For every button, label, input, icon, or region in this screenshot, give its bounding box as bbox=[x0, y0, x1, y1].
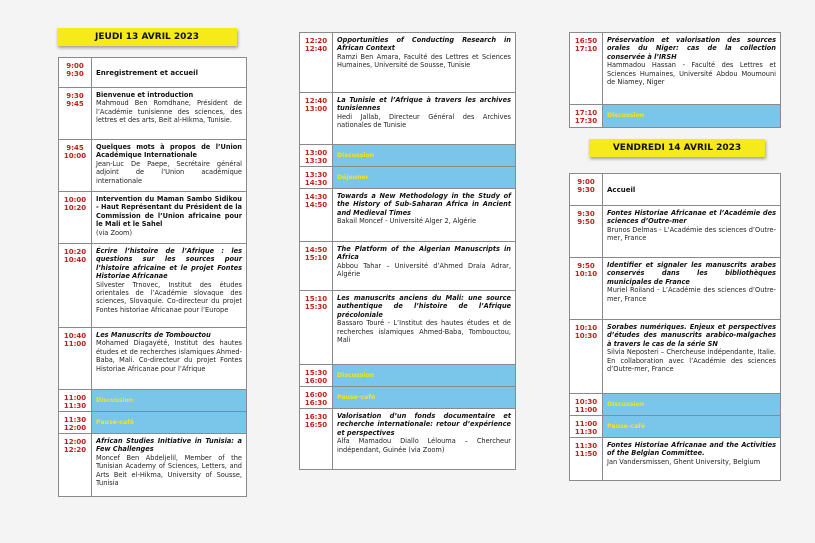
session-time: 10:00 10:20 bbox=[59, 192, 92, 243]
session-time: 9:45 10:00 bbox=[59, 140, 92, 191]
session-time: 13:30 14:30 bbox=[300, 167, 333, 188]
session-speaker: (via Zoom) bbox=[96, 228, 133, 237]
session-title: Discussion bbox=[337, 371, 375, 379]
table-row-break bbox=[59, 412, 246, 434]
schedule-table-2 bbox=[299, 32, 516, 470]
table-row-break bbox=[570, 105, 780, 127]
table-row-break bbox=[570, 394, 780, 416]
session-title: Pause-café bbox=[337, 393, 376, 401]
session-title: Discussion bbox=[96, 396, 134, 404]
session-title: Towards a New Methodology in the Study of the History of Sub-Saharan Africa in Ancient and Medieval Times bbox=[337, 192, 511, 217]
schedule-table-3b bbox=[569, 173, 781, 481]
table-row bbox=[300, 409, 515, 469]
schedule-table-3a bbox=[569, 32, 781, 128]
session-speaker: Bakail Moncef - Université Alger 2, Algérie bbox=[337, 217, 477, 226]
table-row bbox=[59, 244, 246, 328]
session-speaker: Bassaro Touré - L’Institut des hautes études et de recherches islamiques Ahmed-Baba, Tombouctou, Mali bbox=[337, 319, 511, 345]
session-time: 15:10 15:30 bbox=[300, 291, 333, 364]
session-title: Pause-café bbox=[607, 422, 646, 430]
session-title: The Platform of the Algerian Manuscripts in Africa bbox=[337, 245, 511, 262]
session-title: Intervention du Maman Sambo Sidikou - Haut Représentant du Président de la Commission de l’Union africaine pour le Mali et le Sahel bbox=[96, 195, 242, 229]
session-speaker: Jan Vandersmissen, Ghent University, Belgium bbox=[607, 457, 761, 466]
session-time: 11:30 12:00 bbox=[59, 412, 92, 433]
table-row bbox=[59, 328, 246, 390]
session-title: Fontes Historiae Africanae et l’Académie des sciences d’Outre-mer bbox=[607, 209, 776, 226]
table-row-break bbox=[300, 167, 515, 189]
table-row bbox=[570, 206, 780, 258]
session-time: 9:00 9:30 bbox=[59, 58, 92, 87]
session-speaker: Moncef Ben Abdeljelil, Member of the Tunisian Academy of Sciences, Letters, and Arts Beit el-Hikma, University of Sousse, Tunisia bbox=[96, 453, 242, 488]
table-row bbox=[300, 93, 515, 145]
session-time: 13:00 13:30 bbox=[300, 145, 333, 166]
session-time: 10:20 10:40 bbox=[59, 244, 92, 327]
session-time: 10:30 11:00 bbox=[570, 394, 603, 415]
table-row bbox=[59, 192, 246, 244]
session-title: Quelques mots à propos de l’Union Académique Internationale bbox=[96, 143, 242, 160]
table-row bbox=[59, 58, 246, 88]
session-time: 14:50 15:10 bbox=[300, 242, 333, 290]
session-time: 9:30 9:45 bbox=[59, 88, 92, 139]
day-header-thursday: JEUDI 13 AVRIL 2023 bbox=[57, 28, 237, 46]
table-row bbox=[300, 33, 515, 93]
session-time: 16:00 16:30 bbox=[300, 387, 333, 408]
table-row-break bbox=[59, 390, 246, 412]
session-time: 9:00 9:30 bbox=[570, 174, 603, 205]
table-row bbox=[59, 88, 246, 140]
session-speaker: Mahmoud Ben Romdhane, Président de l’Académie tunisienne des sciences, des lettres et des arts, Beit al-Hikma, Tunisie. bbox=[96, 99, 242, 125]
table-row bbox=[570, 33, 780, 105]
table-row bbox=[570, 320, 780, 394]
session-title: Écrire l’histoire de l’Afrique : les questions sur les sources pour l’histoire africaine et le projet Fontes Historiae Africanae bbox=[96, 247, 242, 281]
session-title: Discussion bbox=[337, 151, 375, 159]
table-row bbox=[570, 174, 780, 206]
session-speaker: Muriel Roiland - L’Académie des sciences d’Outre-mer, France bbox=[607, 286, 776, 303]
session-title: Discussion bbox=[607, 112, 645, 120]
schedule-table-1 bbox=[58, 57, 247, 497]
session-speaker: Silvester Trnovec, Institut des études orientales de l’Académie slovaque des sciences, Slovaquie. Co-directeur du projet Fontes historiae Africanae pour l’Europe bbox=[96, 280, 242, 314]
table-row-break bbox=[300, 365, 515, 387]
session-time: 11:00 11:30 bbox=[59, 390, 92, 411]
session-speaker: Brunos Delmas - L’Académie des sciences d’Outre-mer, France bbox=[607, 225, 776, 243]
session-title: Valorisation d’un fonds documentaire et recherche internationale: retour d’expérience et perspectives bbox=[337, 412, 511, 437]
session-speaker: Hammadou Hassan - Faculté des Lettres et Sciences Humaines, Université Abdou Moumouni de Niamey, Niger bbox=[607, 61, 776, 87]
session-title: Discussion bbox=[607, 400, 645, 408]
session-time: 9:50 10:10 bbox=[570, 258, 603, 319]
table-row-break bbox=[570, 416, 780, 438]
session-time: 9:30 9:50 bbox=[570, 206, 603, 257]
session-title: African Studies Initiative in Tunisia: a Few Challenges bbox=[96, 437, 242, 454]
session-title: Les Manuscrits de Tombouctou bbox=[96, 331, 211, 339]
session-speaker: Jean-Luc De Paepe, Secrétaire général adjoint de l’Union académique internationale bbox=[96, 159, 242, 185]
day-header-friday: VENDREDI 14 AVRIL 2023 bbox=[589, 139, 765, 157]
session-title: La Tunisie et l’Afrique à travers les archives tunisiennes bbox=[337, 96, 511, 113]
session-title: Fontes Historiae Africanae and the Activities of the Belgian Committee. bbox=[607, 441, 776, 458]
table-row-break bbox=[300, 387, 515, 409]
session-speaker: Silvia Neposteri – Chercheuse indépendante, Italie. En collaboration avec l’Académie des sciences d’Outre-mer, France bbox=[607, 348, 776, 374]
table-row-break bbox=[300, 145, 515, 167]
session-time: 16:30 16:50 bbox=[300, 409, 333, 469]
session-speaker: Abbou Tahar – Université d’Ahmed Draia Adrar, Algérie bbox=[337, 261, 511, 279]
session-time: 12:40 13:00 bbox=[300, 93, 333, 144]
session-time: 17:10 17:30 bbox=[570, 105, 603, 127]
session-time: 11:00 11:30 bbox=[570, 416, 603, 437]
session-title: Enregistrement et accueil bbox=[96, 68, 198, 77]
table-row bbox=[300, 291, 515, 365]
session-speaker: Ramzi Ben Amara, Faculté des Lettres et Sciences Humaines, Université de Sousse, Tunisie bbox=[337, 52, 511, 70]
table-row bbox=[570, 438, 780, 480]
table-row bbox=[59, 434, 246, 496]
session-title: Sorabes numériques. Enjeux et perspectives d’études des manuscrits arabico-malgaches à travers le cas de la série SN bbox=[607, 323, 776, 348]
session-title: Préservation et valorisation des sources orales du Niger: cas de la collection conservée à l’IRSH bbox=[607, 36, 776, 61]
session-time: 10:40 11:00 bbox=[59, 328, 92, 389]
session-title: Identifier et signaler les manuscrits arabes conservés dans les bibliothèques municipales de France bbox=[607, 261, 776, 286]
session-speaker: Alfa Mamadou Diallo Lélouma – Chercheur indépendant, Guinée (via Zoom) bbox=[337, 437, 511, 454]
session-title: Déjeuner bbox=[337, 173, 369, 181]
session-time: 12:00 12:20 bbox=[59, 434, 92, 496]
session-title: Opportunities of Conducting Research in African Context bbox=[337, 36, 511, 53]
session-speaker: Hedi Jallab, Directeur Général des Archives nationales de Tunisie bbox=[337, 112, 511, 130]
session-time: 15:30 16:00 bbox=[300, 365, 333, 386]
session-speaker: Mohamed Diagayété, Institut des hautes études et de recherches islamiques Ahmed-Baba, Mali. Co-directeur du projet Fontes Historiae Africanae pour l’Afrique bbox=[96, 339, 242, 373]
session-time: 16:50 17:10 bbox=[570, 33, 603, 104]
session-title: Bienvenue et introduction bbox=[96, 91, 194, 99]
session-time: 11:30 11:50 bbox=[570, 438, 603, 480]
session-title: Pause-café bbox=[96, 418, 135, 426]
session-time: 14:30 14:50 bbox=[300, 189, 333, 241]
table-row bbox=[300, 242, 515, 291]
table-row bbox=[300, 189, 515, 242]
session-time: 12:20 12:40 bbox=[300, 33, 333, 92]
session-time: 10:10 10:30 bbox=[570, 320, 603, 393]
session-title: Accueil bbox=[607, 185, 636, 194]
session-title: Les manuscrits anciens du Mali: une source authentique de l’histoire de l’Afrique précoloniale bbox=[337, 294, 511, 319]
table-row bbox=[59, 140, 246, 192]
table-row bbox=[570, 258, 780, 320]
